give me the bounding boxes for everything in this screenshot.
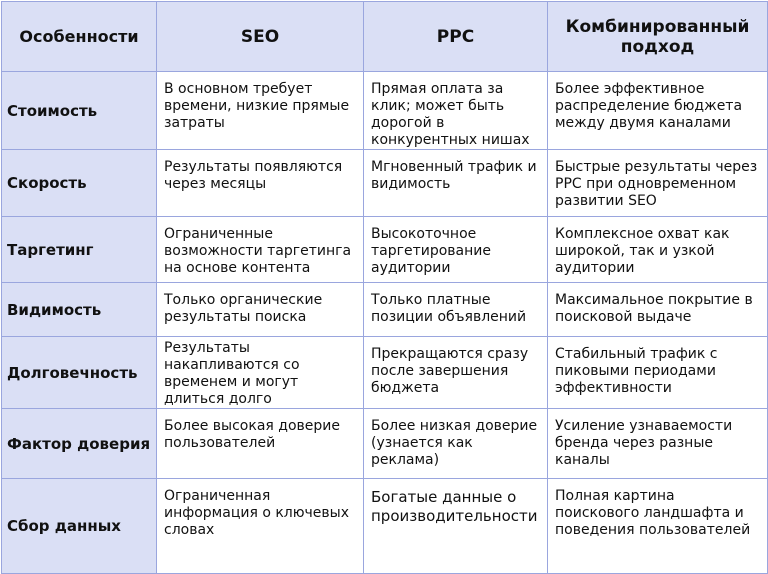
- table-row: [2, 283, 768, 337]
- row-label-speed: Скорость: [2, 150, 157, 217]
- row-label-visibility: Видимость: [2, 283, 157, 337]
- cell-ppc: Прекращаются сразу после завершения бюджета: [364, 337, 548, 409]
- cell-ppc: Богатые данные о производительности: [364, 479, 548, 574]
- header-seo: SEO: [157, 2, 364, 72]
- table-row: [2, 479, 768, 574]
- comparison-table: [1, 1, 768, 574]
- row-label-cost: Стоимость: [2, 72, 157, 150]
- row-label-data: Сбор данных: [2, 479, 157, 574]
- table-row: [2, 409, 768, 479]
- header-row: [2, 2, 768, 72]
- cell-seo: Ограниченные возможности таргетинга на основе контента: [157, 217, 364, 283]
- cell-ppc: Высокоточное таргетирование аудитории: [364, 217, 548, 283]
- cell-seo: В основном требует времени, низкие прямые затраты: [157, 72, 364, 150]
- table-row: [2, 217, 768, 283]
- row-label-targeting: Таргетинг: [2, 217, 157, 283]
- cell-seo: Только органические результаты поиска: [157, 283, 364, 337]
- table-row: [2, 150, 768, 217]
- cell-combined: Усиление узнаваемости бренда через разные каналы: [548, 409, 768, 479]
- table-row: [2, 72, 768, 150]
- cell-combined: Быстрые результаты через PPC при одновременном развитии SEO: [548, 150, 768, 217]
- cell-seo: Результаты появляются через месяцы: [157, 150, 364, 217]
- row-label-trust: Фактор доверия: [2, 409, 157, 479]
- cell-ppc: Более низкая доверие (узнается как реклама): [364, 409, 548, 479]
- header-features: Особенности: [2, 2, 157, 72]
- cell-combined: Полная картина поискового ландшафта и поведения пользователей: [548, 479, 768, 574]
- cell-ppc: Прямая оплата за клик; может быть дорогой в конкурентных нишах: [364, 72, 548, 150]
- cell-combined: Стабильный трафик с пиковыми периодами эффективности: [548, 337, 768, 409]
- cell-seo: Ограниченная информация о ключевых словах: [157, 479, 364, 574]
- cell-seo: Результаты накапливаются со временем и могут длиться долго: [157, 337, 364, 409]
- table-row: [2, 337, 768, 409]
- header-combined: Комбинированный подход: [548, 2, 768, 72]
- cell-seo: Более высокая доверие пользователей: [157, 409, 364, 479]
- cell-ppc: Только платные позиции объявлений: [364, 283, 548, 337]
- cell-ppc: Мгновенный трафик и видимость: [364, 150, 548, 217]
- cell-combined: Более эффективное распределение бюджета между двумя каналами: [548, 72, 768, 150]
- header-ppc: PPC: [364, 2, 548, 72]
- cell-combined: Комплексное охват как широкой, так и узкой аудитории: [548, 217, 768, 283]
- cell-combined: Максимальное покрытие в поисковой выдаче: [548, 283, 768, 337]
- row-label-longevity: Долговечность: [2, 337, 157, 409]
